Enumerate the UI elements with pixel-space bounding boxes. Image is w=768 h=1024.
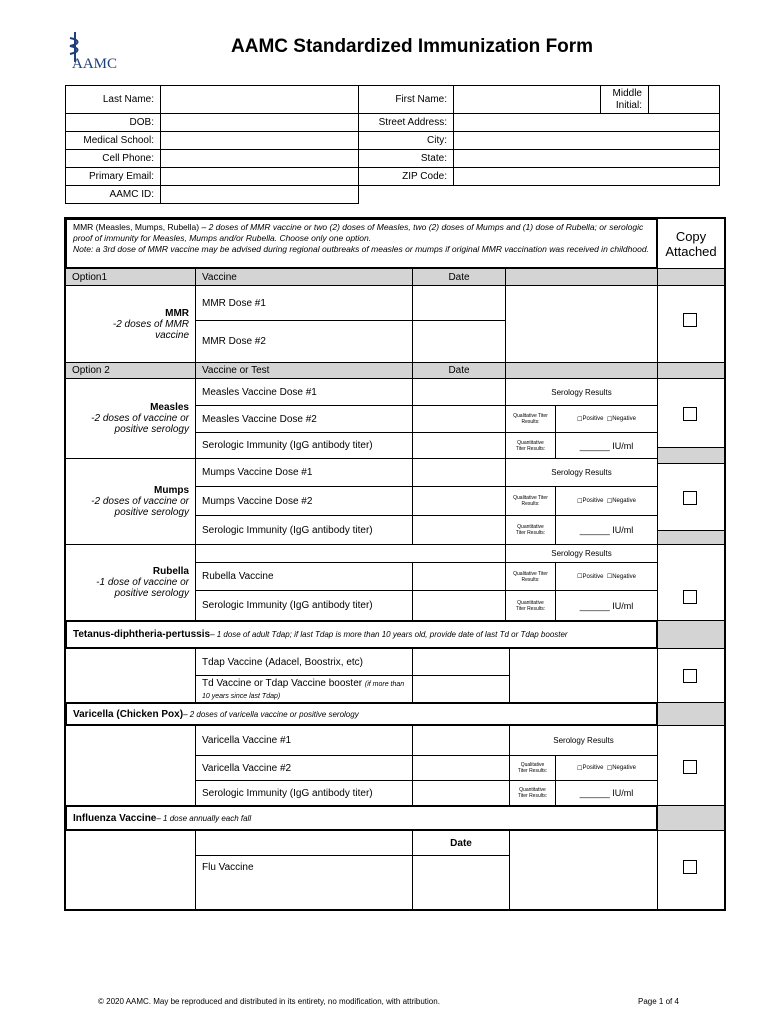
mumps-copy-checkbox[interactable] xyxy=(683,491,697,505)
mumps-quant-field[interactable] xyxy=(555,515,658,545)
measles-label-cell xyxy=(65,378,196,459)
varicella-label-cell xyxy=(65,725,196,806)
mumps-serology-header: Serology Results xyxy=(505,458,658,487)
tdap-title: Tetanus-diphtheria-pertussis xyxy=(73,629,211,640)
aamc-id-label: AAMC ID: xyxy=(65,185,161,204)
tdap-label-cell xyxy=(65,648,196,703)
school-label: Medical School: xyxy=(65,131,161,150)
measles-dose2: Measles Vaccine Dose #2 xyxy=(195,405,413,433)
copy-attached-header: Copy Attached xyxy=(657,218,725,269)
mumps-label: Mumps xyxy=(154,485,189,496)
mmr-sub: -2 doses of MMR vaccine xyxy=(112,318,189,341)
mumps-dose2-date[interactable] xyxy=(412,486,506,516)
measles-copy-checkbox[interactable] xyxy=(683,407,697,421)
mmr-dose2: MMR Dose #2 xyxy=(195,320,413,363)
blank-line: ______ xyxy=(579,440,610,451)
middle-initial-field[interactable] xyxy=(648,85,720,114)
varicella-serology-header: Serology Results xyxy=(509,725,658,756)
mmr-option-label xyxy=(65,285,196,363)
option2-label: Option 2 xyxy=(65,362,196,379)
varicella-dose2-date[interactable] xyxy=(412,755,510,781)
rubella-sub: -1 dose of vaccine or positive serology xyxy=(96,577,189,599)
copy-divider xyxy=(657,447,725,464)
measles-qual-options[interactable]: ☐ Positive ☐ Negative xyxy=(555,405,658,433)
street-field[interactable] xyxy=(453,113,720,132)
rubella-serology-date[interactable] xyxy=(412,590,506,621)
rubella-label: Rubella xyxy=(152,566,189,577)
unit-label: IU/ml xyxy=(612,525,634,535)
middle-initial-label: Middle Initial: xyxy=(600,85,649,114)
varicella-dose1-date[interactable] xyxy=(412,725,510,756)
rubella-copy-checkbox[interactable] xyxy=(683,590,697,604)
flu-title: Influenza Vaccine xyxy=(73,812,157,824)
varicella-qual-options[interactable]: ☐ Positive ☐ Negative xyxy=(555,755,658,781)
td-booster-note: (if more than 10 years since last Tdap) xyxy=(202,681,405,700)
flu-label-cell xyxy=(65,830,196,910)
flu-copy-header xyxy=(657,805,725,831)
mumps-serology-date[interactable] xyxy=(412,515,506,545)
page-title: AAMC Standardized Immunization Form xyxy=(231,36,594,57)
flu-header xyxy=(65,805,658,831)
tdap-desc: – 1 dose of adult Tdap; if last Tdap is more than 10 years old, provide date of last Td or Tdap booster xyxy=(210,630,568,639)
mumps-qual-label: Qualitative Titer Results: xyxy=(505,486,556,516)
unit-label: IU/ml xyxy=(612,788,634,798)
rubella-serology: Serologic Immunity (IgG antibody titer) xyxy=(195,590,413,621)
school-field[interactable] xyxy=(160,131,359,150)
varicella-copy-header xyxy=(657,702,725,726)
rubella-label-cell xyxy=(65,544,196,621)
tdap-vaccine: Tdap Vaccine (Adacel, Boostrix, etc) xyxy=(195,648,413,676)
mmr-title: MMR (Measles, Mumps, Rubella) xyxy=(73,222,200,232)
mmr-notes xyxy=(505,285,658,363)
rubella-qual-options[interactable]: ☐ Positive ☐ Negative xyxy=(555,562,658,591)
blank-line: ______ xyxy=(579,525,610,535)
negative-option[interactable]: Negative xyxy=(612,573,636,580)
rubella-qual-label: Qualitative Titer Results: xyxy=(505,562,556,591)
zip-field[interactable] xyxy=(453,167,720,186)
tdap-notes xyxy=(509,648,658,703)
state-label: State: xyxy=(358,149,454,168)
rubella-quant-field[interactable] xyxy=(555,590,658,621)
varicella-title: Varicella (Chicken Pox) xyxy=(73,708,184,720)
dob-field[interactable] xyxy=(160,113,359,132)
mmr-instructions xyxy=(65,218,658,269)
varicella-quant-label: Quantitative Titer Results: xyxy=(509,780,556,806)
phone-field[interactable] xyxy=(160,149,359,168)
flu-date[interactable] xyxy=(412,855,510,910)
option1-label: Option1 xyxy=(65,268,196,286)
negative-option[interactable]: Negative xyxy=(612,498,636,504)
date-col-header: Date xyxy=(412,268,506,286)
varicella-dose1: Varicella Vaccine #1 xyxy=(195,725,413,756)
copy-divider xyxy=(657,530,725,545)
varicella-quant-field[interactable] xyxy=(555,780,658,806)
mmr-dose2-date[interactable] xyxy=(412,320,506,363)
tdap-header xyxy=(65,620,658,649)
footer-copyright: © 2020 AAMC. May be reproduced and distributed in its entirety, no modification, with attribution. xyxy=(98,997,440,1006)
date-col-header-2: Date xyxy=(412,362,506,379)
td-booster-date[interactable] xyxy=(412,675,510,703)
copy-col-header xyxy=(657,268,725,286)
unit-label: IU/ml xyxy=(612,440,634,451)
unit-label: IU/ml xyxy=(612,600,634,611)
measles-serology-header: Serology Results xyxy=(505,378,658,406)
measles-dose1-date[interactable] xyxy=(412,378,506,406)
td-booster xyxy=(195,675,413,703)
first-name-field[interactable] xyxy=(453,85,601,114)
rubella-dose: Rubella Vaccine xyxy=(195,562,413,591)
positive-option[interactable]: Positive xyxy=(582,573,604,580)
mmr-note: Note: a 3rd dose of MMR vaccine may be advised during regional outbreaks of measles or mumps if original MMR vaccination was received in childhood. xyxy=(73,244,649,254)
measles-dose2-date[interactable] xyxy=(412,405,506,433)
blank-line: ______ xyxy=(579,600,610,611)
flu-notes xyxy=(509,830,658,910)
last-name-field[interactable] xyxy=(160,85,359,114)
mmr-desc: – 2 doses of MMR vaccine or two (2) doses of Measles, two (2) doses of Mumps and (1) dose of Rubella; or serologic proof of immunity for Measles, Mumps and/or Rubella. Choose only one option. xyxy=(73,222,644,243)
city-field[interactable] xyxy=(453,131,720,150)
positive-option[interactable]: Positive xyxy=(582,416,604,422)
negative-option[interactable]: Negative xyxy=(612,765,636,771)
logo-text: AAMC xyxy=(72,56,118,72)
mmr-dose1-date[interactable] xyxy=(412,285,506,321)
mumps-dose2: Mumps Vaccine Dose #2 xyxy=(195,486,413,516)
mumps-quant-label: Quantitative Titer Results: xyxy=(505,515,556,545)
varicella-desc: – 2 doses of varicella vaccine or positive serology xyxy=(183,709,359,719)
flu-copy-checkbox[interactable] xyxy=(683,860,697,874)
vaccine-or-test-header: Vaccine or Test xyxy=(195,362,413,379)
tdap-date[interactable] xyxy=(412,648,510,676)
blank-line: ______ xyxy=(579,788,610,798)
flu-date-header: Date xyxy=(412,830,510,856)
street-label: Street Address: xyxy=(358,113,454,132)
varicella-qual-label: Qualitative Titer Results: xyxy=(509,755,556,781)
measles-sub: -2 doses of vaccine or positive serology xyxy=(91,413,189,435)
varicella-header xyxy=(65,702,658,726)
mmr-label: MMR xyxy=(165,307,189,319)
copy-col-header-2 xyxy=(657,362,725,379)
varicella-serology: Serologic Immunity (IgG antibody titer) xyxy=(195,780,413,806)
mmr-copy-checkbox[interactable] xyxy=(683,313,697,327)
mumps-label-cell xyxy=(65,458,196,545)
phone-label: Cell Phone: xyxy=(65,149,161,168)
city-label: City: xyxy=(358,131,454,150)
email-label: Primary Email: xyxy=(65,167,161,186)
flu-vaccine: Flu Vaccine xyxy=(195,855,413,910)
zip-label: ZIP Code: xyxy=(358,167,454,186)
rubella-dose-date[interactable] xyxy=(412,562,506,591)
positive-option[interactable]: Positive xyxy=(582,498,604,504)
footer-page-number: Page 1 of 4 xyxy=(638,997,679,1006)
rubella-blank-row xyxy=(195,544,506,563)
mumps-dose1-date[interactable] xyxy=(412,458,506,487)
measles-serology: Serologic Immunity (IgG antibody titer) xyxy=(195,432,413,459)
measles-serology-date[interactable] xyxy=(412,432,506,459)
measles-label: Measles xyxy=(150,402,189,413)
email-field[interactable] xyxy=(160,167,359,186)
aamc-logo xyxy=(64,32,124,72)
varicella-copy-checkbox[interactable] xyxy=(683,760,697,774)
negative-option[interactable]: Negative xyxy=(612,416,636,422)
mmr-dose1: MMR Dose #1 xyxy=(195,285,413,321)
state-field[interactable] xyxy=(453,149,720,168)
first-name-label: First Name: xyxy=(358,85,454,114)
positive-option[interactable]: Positive xyxy=(582,765,604,771)
mumps-qual-options[interactable]: ☐ Positive ☐ Negative xyxy=(555,486,658,516)
rubella-quant-label: Quantitative Titer Results: xyxy=(505,590,556,621)
measles-dose1: Measles Vaccine Dose #1 xyxy=(195,378,413,406)
measles-qual-label: Qualitative Titer Results: xyxy=(505,405,556,433)
last-name-label: Last Name: xyxy=(65,85,161,114)
measles-quant-label: Quantitative Titer Results: xyxy=(505,432,556,459)
mumps-serology: Serologic Immunity (IgG antibody titer) xyxy=(195,515,413,545)
varicella-dose2: Varicella Vaccine #2 xyxy=(195,755,413,781)
varicella-serology-date[interactable] xyxy=(412,780,510,806)
blank-col-header-2 xyxy=(505,362,658,379)
mumps-dose1: Mumps Vaccine Dose #1 xyxy=(195,458,413,487)
aamc-id-field[interactable] xyxy=(160,185,359,204)
blank-col-header xyxy=(505,268,658,286)
flu-blank-row xyxy=(195,830,413,856)
rubella-copy-cell xyxy=(657,544,725,621)
tdap-copy-header xyxy=(657,620,725,649)
tdap-copy-checkbox[interactable] xyxy=(683,669,697,683)
measles-quant-field[interactable] xyxy=(555,432,658,459)
dob-label: DOB: xyxy=(65,113,161,132)
rubella-serology-header: Serology Results xyxy=(505,544,658,563)
mumps-sub: -2 doses of vaccine or positive serology xyxy=(91,496,189,518)
td-booster-label: Td Vaccine or Tdap Vaccine booster xyxy=(202,678,363,689)
flu-desc: – 1 dose annually each fall xyxy=(156,813,252,823)
vaccine-col-header: Vaccine xyxy=(195,268,413,286)
